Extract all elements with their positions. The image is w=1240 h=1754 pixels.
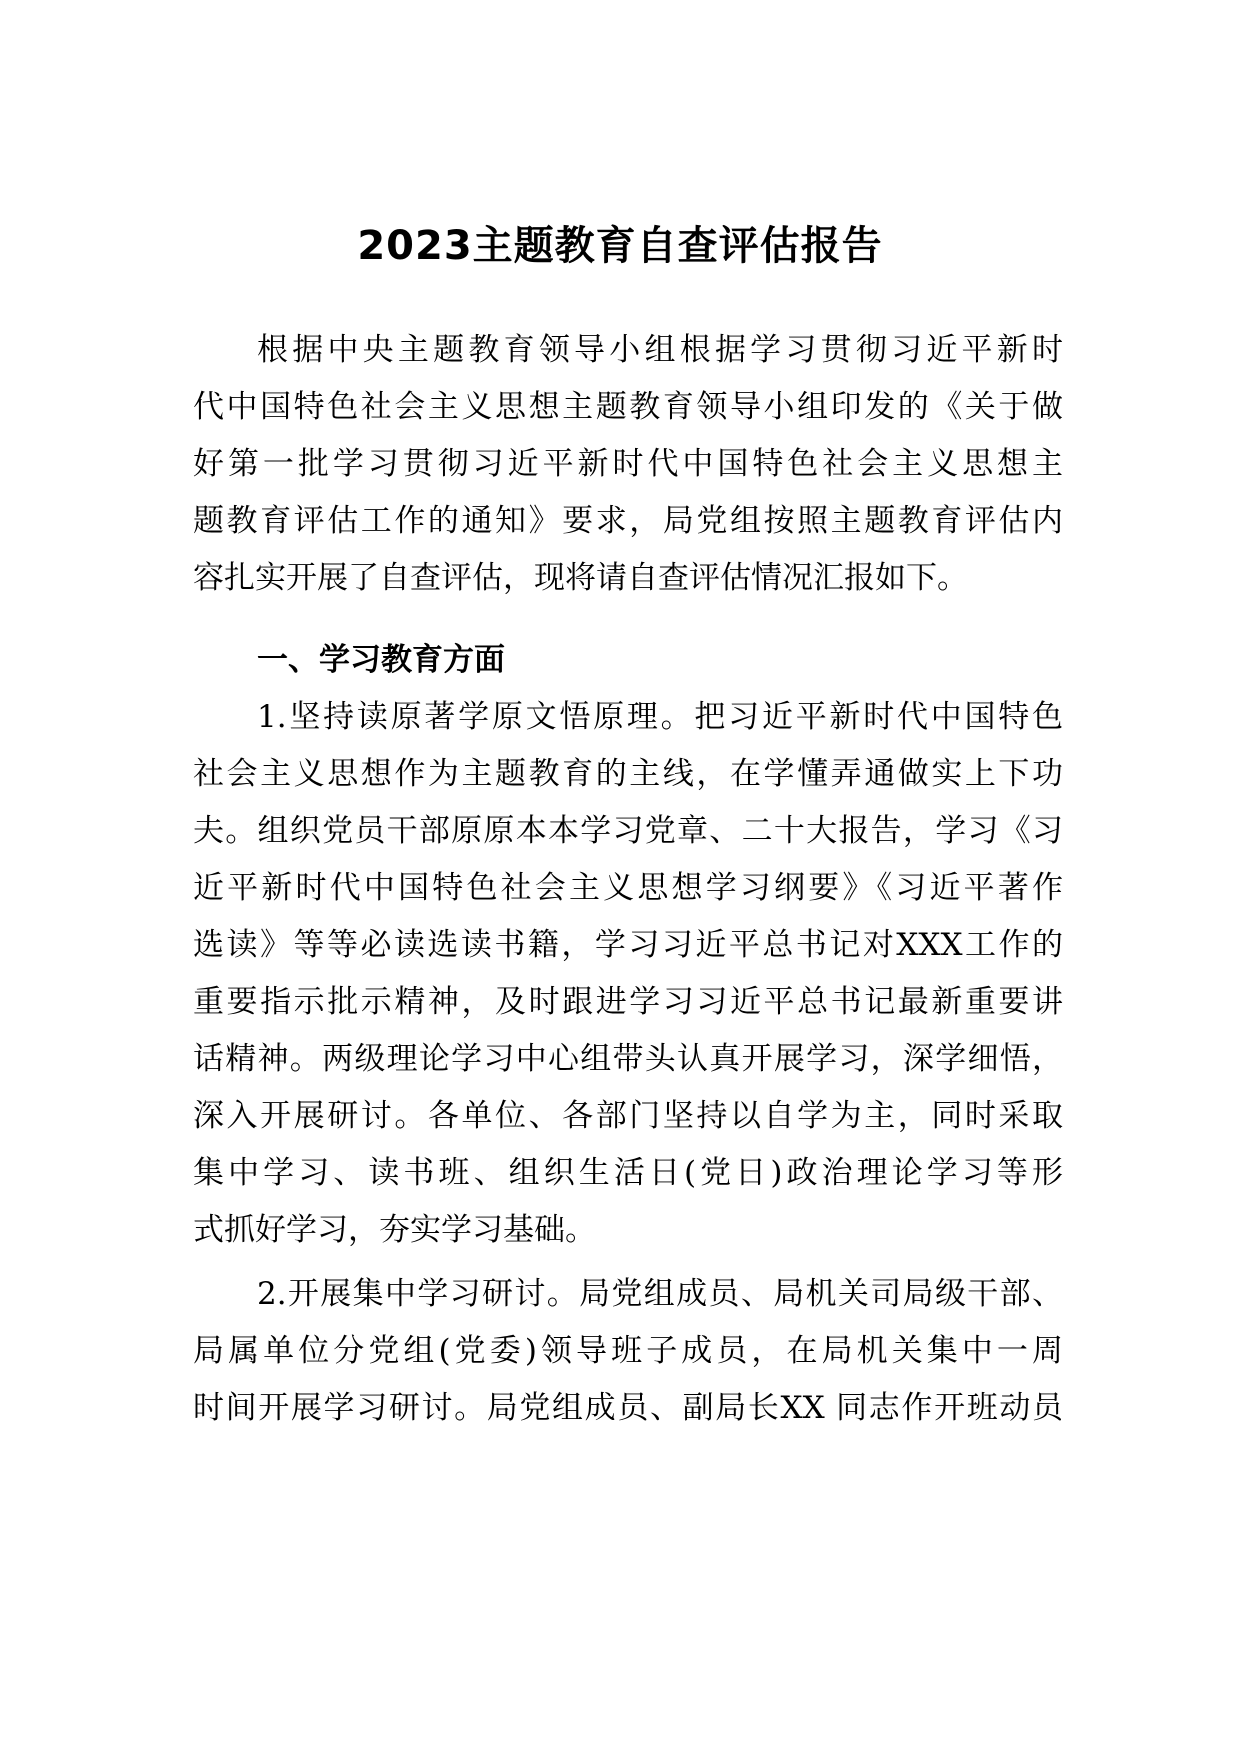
item1-line: 话精神。两级理论学习中心组带头认真开展学习，深学细悟， bbox=[193, 1041, 1063, 1077]
document-title: 2023主题教育自查评估报告 bbox=[357, 223, 883, 269]
item1-line: 深入开展研讨。各单位、各部门坚持以自学为主，同时采取 bbox=[193, 1098, 1063, 1134]
item1-line: 近平新时代中国特色社会主义思想学习纲要》《习近平著作 bbox=[193, 870, 1063, 906]
section-heading: 一、学习教育方面 bbox=[257, 642, 505, 678]
intro-line: 容扎实开展了自查评估，现将请自查评估情况汇报如下。 bbox=[193, 560, 968, 596]
item2-paragraph bbox=[193, 1266, 1063, 1437]
item2-line: 2.开展集中学习研讨。局党组成员、局机关司局级干部、 bbox=[257, 1276, 1063, 1312]
intro-line: 好第一批学习贯彻习近平新时代中国特色社会主义思想主 bbox=[193, 446, 1063, 482]
item2-line: 时间开展学习研讨。局党组成员、副局长XX 同志作开班动员 bbox=[193, 1390, 1063, 1426]
intro-line: 代中国特色社会主义思想主题教育领导小组印发的《关于做 bbox=[193, 389, 1063, 425]
item1-line: 集中学习、读书班、组织生活日(党日)政治理论学习等形 bbox=[193, 1155, 1063, 1191]
intro-paragraph bbox=[193, 322, 1063, 607]
item1-line: 重要指示批示精神，及时跟进学习习近平总书记最新重要讲 bbox=[193, 984, 1063, 1020]
item2-line: 局属单位分党组(党委)领导班子成员，在局机关集中一周 bbox=[193, 1333, 1063, 1369]
item1-paragraph bbox=[193, 689, 1063, 1259]
intro-line: 题教育评估工作的通知》要求，局党组按照主题教育评估内 bbox=[193, 503, 1063, 539]
item1-line: 社会主义思想作为主题教育的主线，在学懂弄通做实上下功 bbox=[193, 756, 1063, 792]
item1-line: 选读》等等必读选读书籍，学习习近平总书记对XXX工作的 bbox=[193, 927, 1063, 963]
intro-line: 根据中央主题教育领导小组根据学习贯彻习近平新时 bbox=[257, 332, 1063, 368]
item1-line: 式抓好学习，夯实学习基础。 bbox=[193, 1212, 596, 1248]
item1-line: 1.坚持读原著学原文悟原理。把习近平新时代中国特色 bbox=[257, 699, 1063, 735]
item1-line: 夫。组织党员干部原原本本学习党章、二十大报告，学习《习 bbox=[193, 813, 1063, 849]
